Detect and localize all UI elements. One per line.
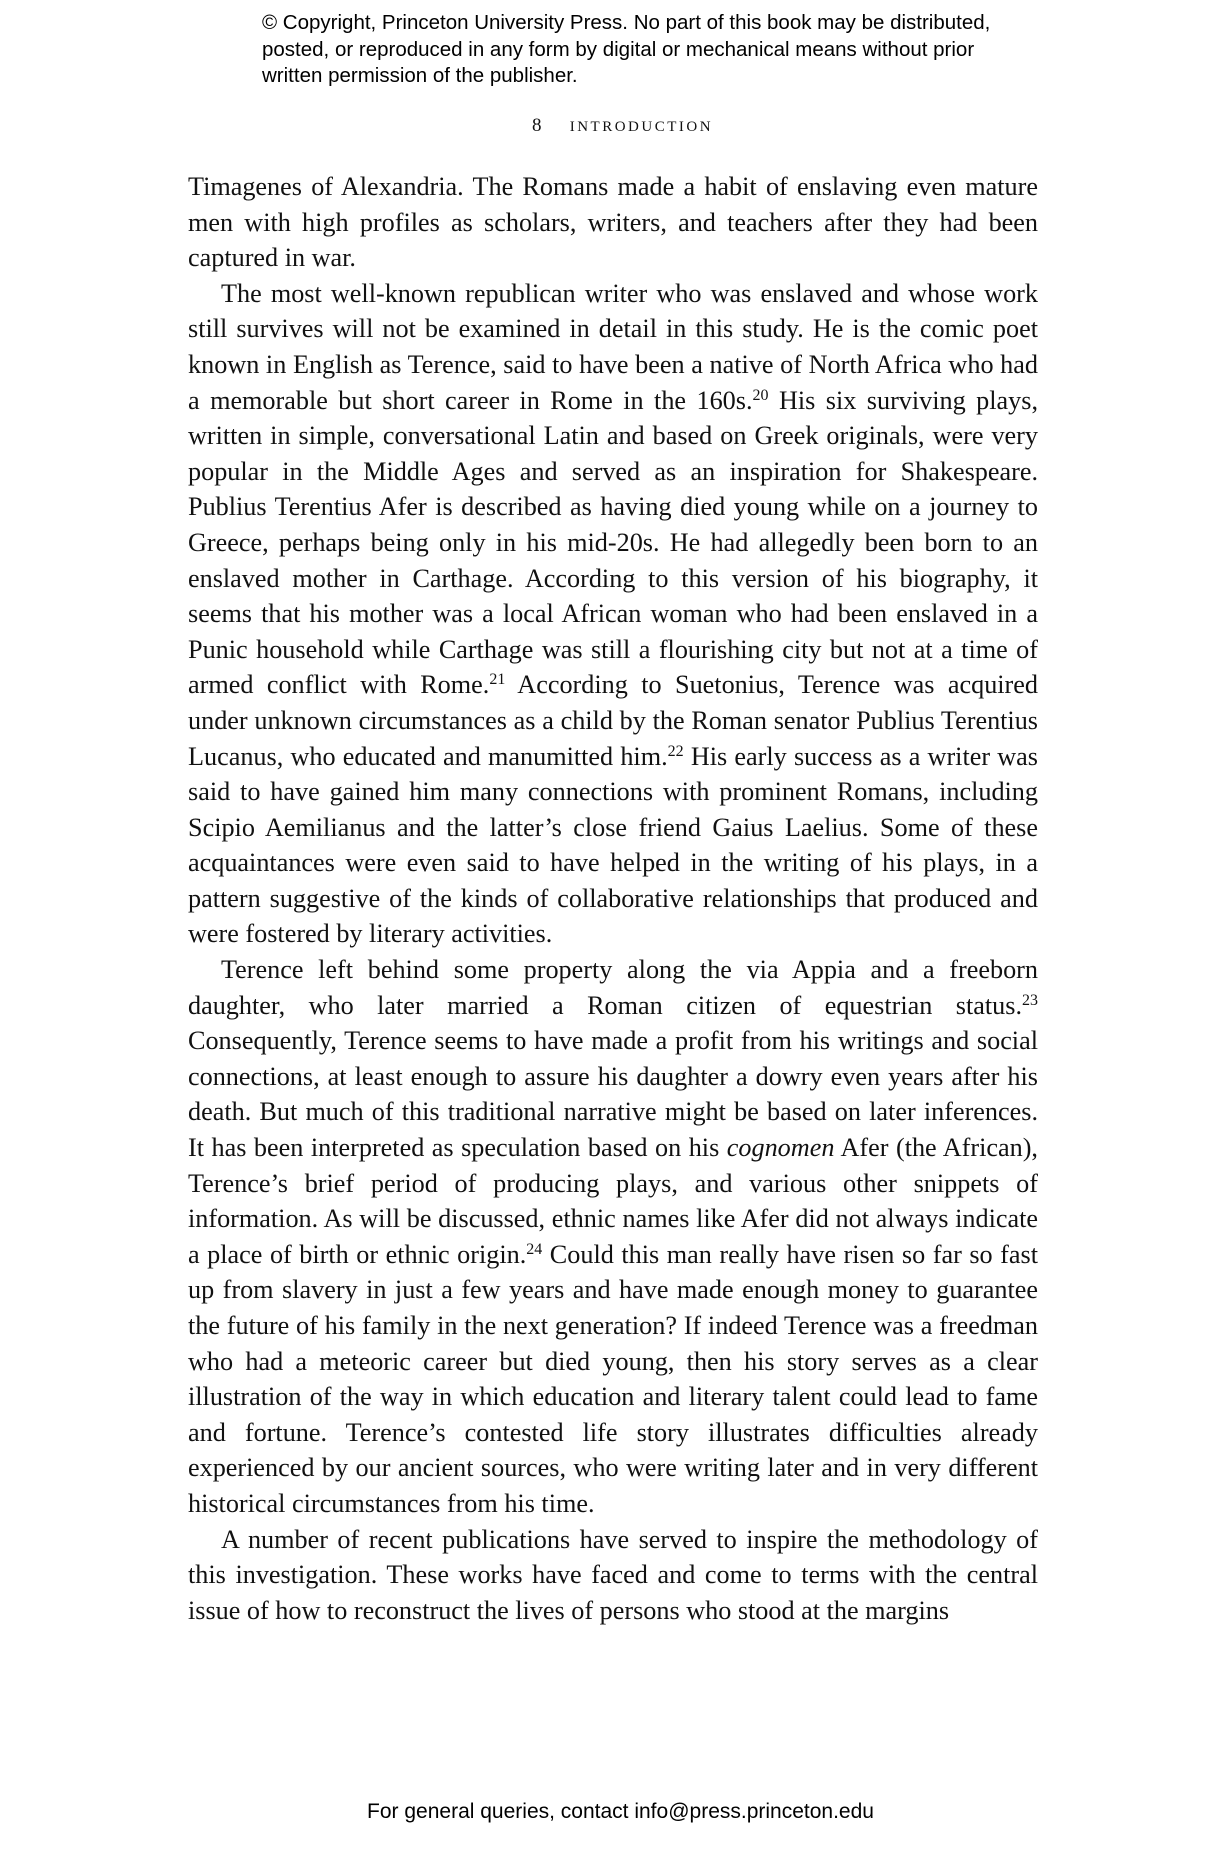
text-span: Afer (the African), Terence’s brief period of producing plays, and various other snippets of information. As will be discussed, ethnic names like Afer did not always indicate a place of birth or ethnic origin.	[188, 1133, 1038, 1269]
paragraph-1: Timagenes of Alexandria. The Romans made a habit of enslaving even mature men with high profiles as scholars, writers, and teachers after they had been captured in war.	[188, 172, 1038, 273]
section-title: introduction	[569, 112, 714, 136]
text-span: Could this man really have risen so far so fast up from slavery in just a few years and have made enough money to guarantee the future of his family in the next generation? If indeed Terence was a freedman who had a meteoric career but died young, then his story serves as a clear illustration of the way in which education and literary talent could lead to fame and fortune. Terence’s contested life story illustrates difficulties already experienced by our ancient sources, who were writing later and in very different historical circumstances from his time.	[188, 1239, 1038, 1518]
text-span: The most well-known republican writer who was enslaved and whose work still survives will not be examined in detail in this study. He is the comic poet known in English as Terence, said to have been a native of North Africa who had a memorable but short career in Rome in the 160s.	[188, 278, 1038, 415]
paragraph-2	[188, 276, 1038, 952]
footnote-ref-21: 21	[489, 671, 506, 689]
italic-term: cognomen	[726, 1133, 835, 1163]
text-span: Consequently, Terence seems to have made a profit from his writings and social connections, at least enough to assure his daughter a dowry even years after his death. But much of this traditional narrative might be based on later inferences. It has been interpreted as speculation based on his	[188, 1026, 1038, 1163]
footnote-ref-23: 23	[1022, 991, 1038, 1009]
footnote-ref-20: 20	[752, 386, 769, 404]
footnote-ref-22: 22	[667, 742, 684, 760]
text-span: Terence left behind some property along the via Appia and a freeborn daughter, who later married a Roman citizen of equestrian status.	[188, 955, 1038, 1020]
footnote-ref-24: 24	[526, 1240, 543, 1258]
copyright-notice: © Copyright, Princeton University Press. No part of this book may be distributed, posted, or reproduced in any form by digital or mechanical means without prior written permission of the publisher.	[262, 11, 991, 87]
footer-contact: For general queries, contact info@press.princeton.edu	[367, 1800, 874, 1823]
running-head	[0, 112, 1225, 137]
paragraph-3	[188, 952, 1038, 1522]
text-span: According to Suetonius, Terence was acquired under unknown circumstances as a child by the Roman senator Publius Terentius Lucanus, who educated and manumitted him.	[188, 670, 1038, 771]
text-span: His early success as a writer was said to have gained him many connections with prominent Romans, including Scipio Aemilianus and the latter’s close friend Gaius Laelius. Some of these acquaintances were even said to have helped in the writing of his plays, in a pattern suggestive of the kinds of collaborative relationships that produced and were fostered by literary activities.	[188, 741, 1038, 949]
paragraph-4: A number of recent publications have served to inspire the methodology of this investigation. These works have faced and come to terms with the central issue of how to reconstruct the lives of persons who stood at the margins	[188, 1524, 1038, 1625]
page-number: 8	[531, 115, 542, 136]
text-span: His six surviving plays, written in simple, conversational Latin and based on Greek originals, were very popular in the Middle Ages and served as an inspiration for Shakespeare. Publius Terentius Afer is described as having died young while on a journey to Greece, perhaps being only in his mid-20s. He had allegedly been born to an enslaved mother in Carthage. According to this version of his biography, it seems that his mother was a local African woman who had been enslaved in a Punic household while Carthage was still a flourishing city but not at a time of armed conflict with Rome.	[188, 385, 1038, 700]
body-text	[188, 169, 1038, 1628]
